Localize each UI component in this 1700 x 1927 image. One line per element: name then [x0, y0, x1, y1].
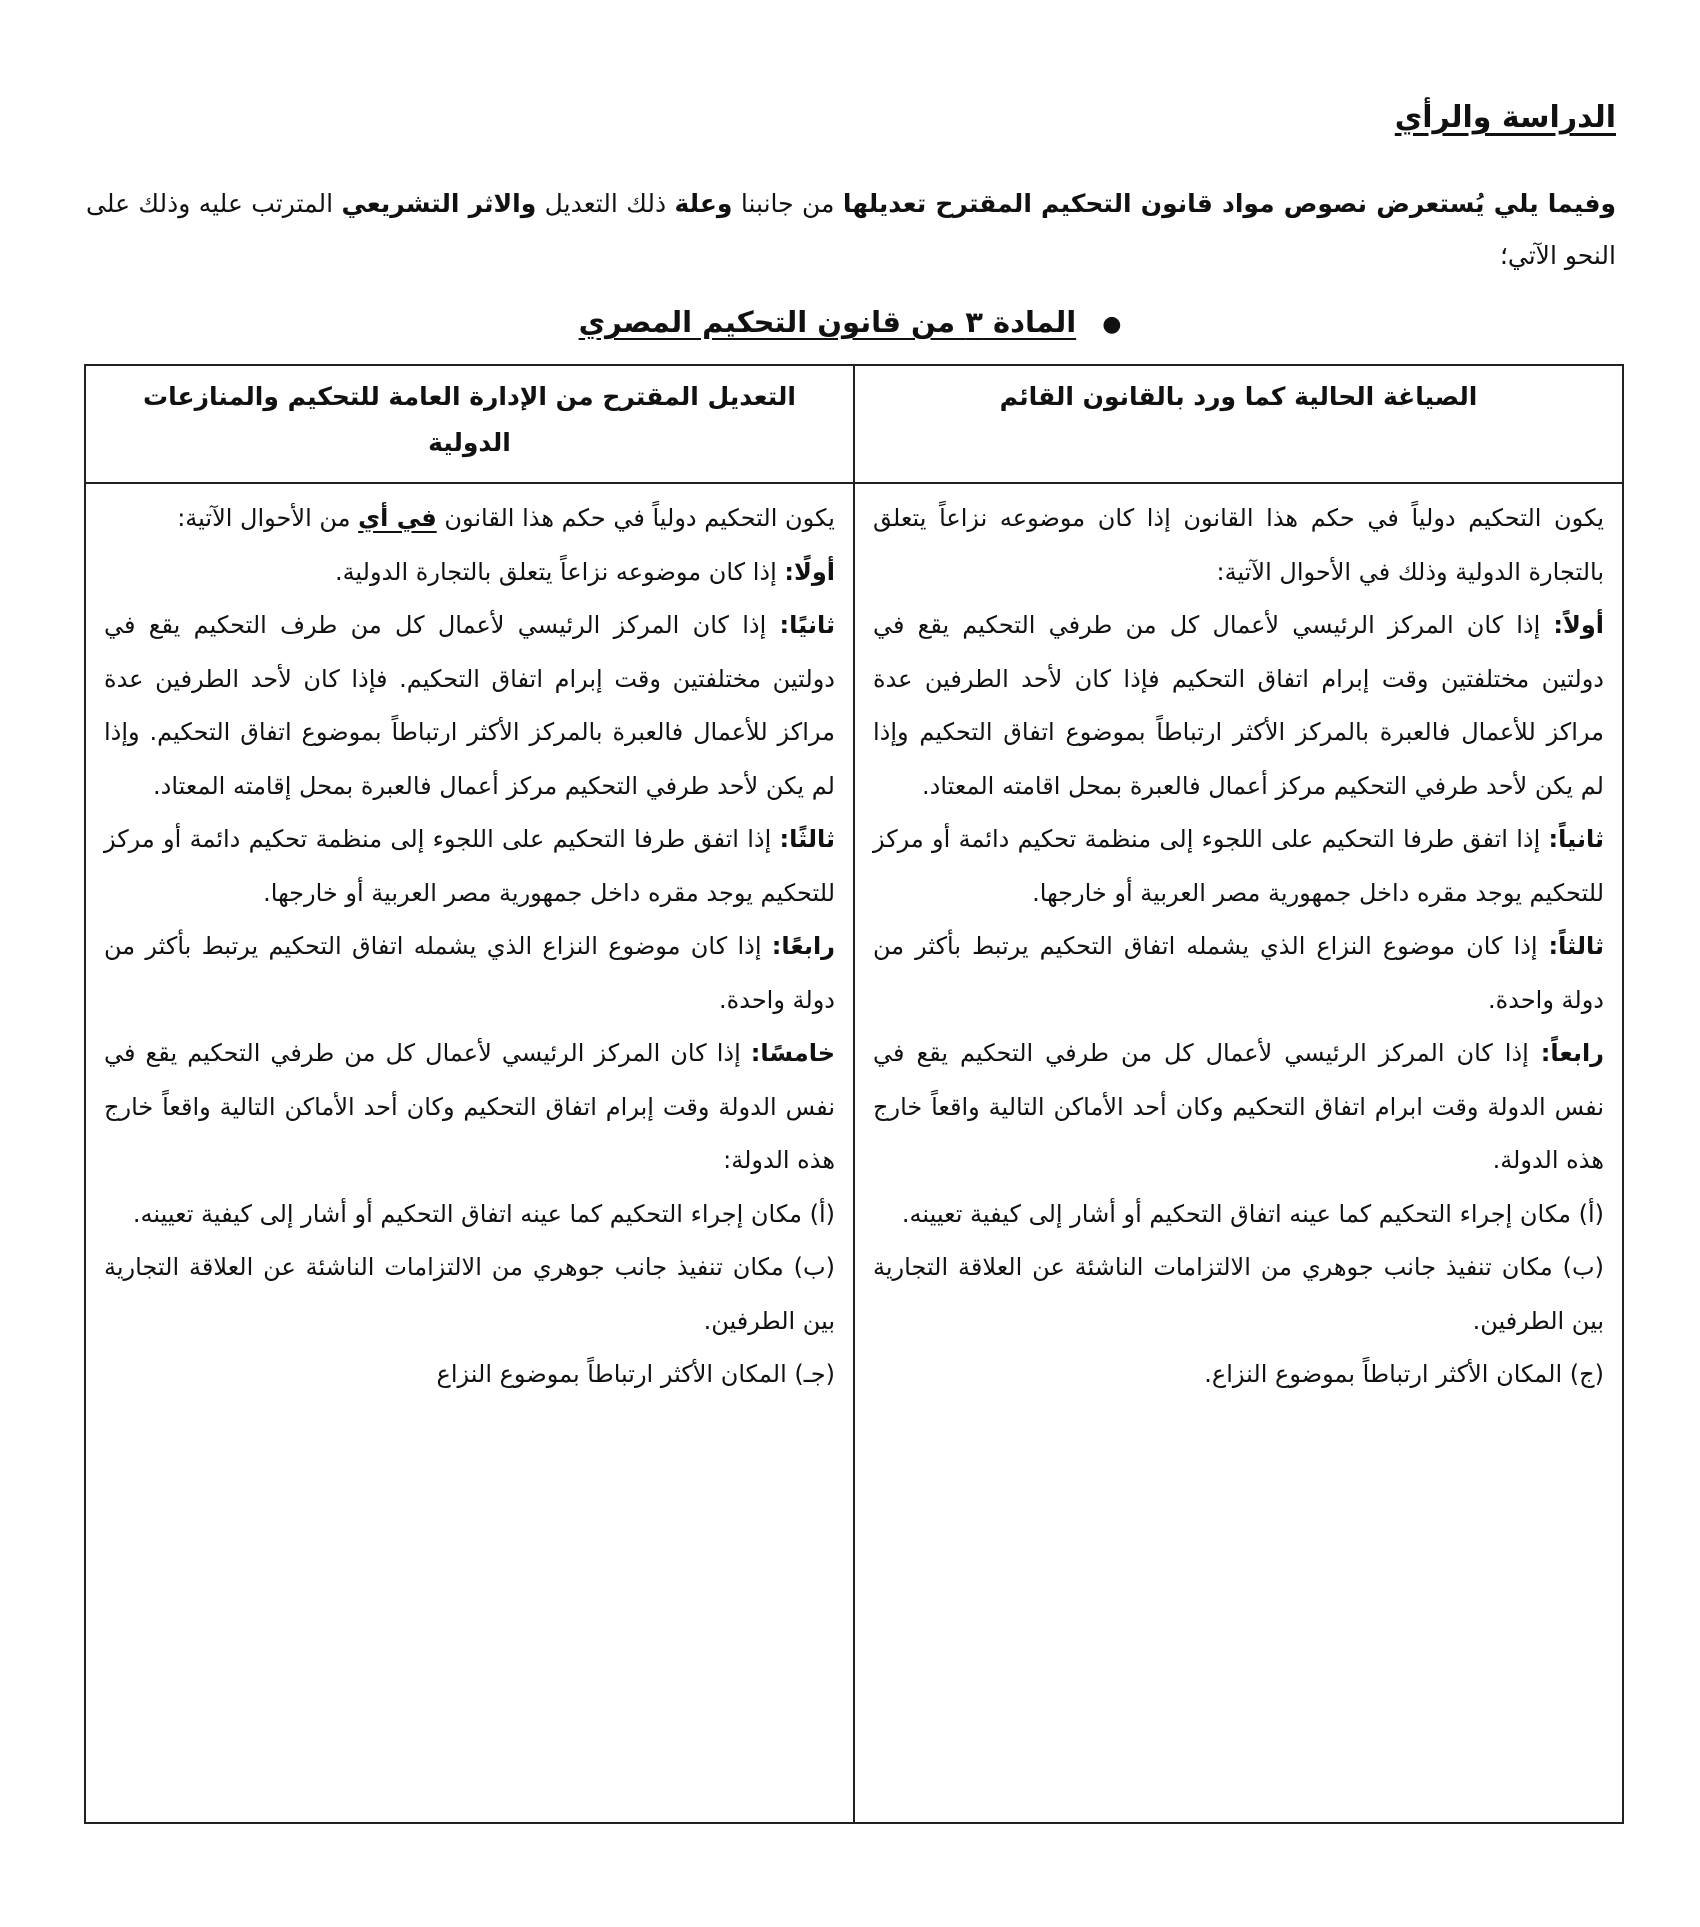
current-clause-3-text: إذا كان موضوع النزاع الذي يشمله اتفاق التحكيم يرتبط بأكثر من دولة واحدة. — [873, 932, 1604, 1014]
proposed-clause-2 — [104, 599, 835, 813]
proposed-clause-5-text: إذا كان المركز الرئيسي لأعمال كل من طرفي التحكيم يقع في نفس الدولة وقت إبرام اتفاق التحكيم وكان أحد الأماكن التالية واقعاً خارج هذه الدولة: — [104, 1039, 835, 1174]
proposed-clause-3-text: إذا اتفق طرفا التحكيم على اللجوء إلى منظمة تحكيم دائمة أو مركز للتحكيم يوجد مقره داخل جمهورية مصر العربية أو خارجها. — [104, 825, 835, 907]
table-body-row — [85, 483, 1623, 1823]
current-item-b: (ب) مكان تنفيذ جانب جوهري من الالتزامات الناشئة عن العلاقة التجارية بين الطرفين. — [873, 1253, 1604, 1335]
proposed-intro — [104, 492, 835, 546]
article-title-text: المادة ٣ من قانون التحكيم المصري — [578, 305, 1077, 339]
proposed-clause-4 — [104, 920, 835, 1027]
proposed-clause-3-label: ثالثًا: — [779, 825, 835, 853]
header-proposed-amendment: التعديل المقترح من الإدارة العامة للتحكيم والمنازعات الدولية — [85, 365, 854, 483]
current-wording-cell — [854, 483, 1623, 1823]
intro-paragraph — [86, 178, 1616, 282]
current-clause-1 — [873, 599, 1604, 813]
proposed-intro-part-2: من الأحوال الآتية: — [177, 504, 359, 532]
proposed-item-b: (ب) مكان تنفيذ جانب جوهري من الالتزامات الناشئة عن العلاقة التجارية بين الطرفين. — [104, 1253, 835, 1335]
section-heading: الدراسة والرأي — [1394, 100, 1616, 135]
current-clause-2-text: إذا اتفق طرفا التحكيم على اللجوء إلى منظمة تحكيم دائمة أو مركز للتحكيم يوجد مقره داخل جمهورية مصر العربية أو خارجها. — [873, 825, 1604, 907]
proposed-intro-part-1: يكون التحكيم دولياً في حكم هذا القانون — [436, 504, 835, 532]
proposed-clause-1-text: إذا كان موضوعه نزاعاً يتعلق بالتجارة الدولية. — [334, 557, 785, 586]
proposed-clause-2-text: إذا كان المركز الرئيسي لأعمال كل من طرف التحكيم يقع في دولتين مختلفتين وقت إبرام اتفاق التحكيم. فإذا كان لأحد الطرفين عدة مراكز للأعمال فالعبرة بالمركز الأكثر ارتباطاً بموضوع اتفاق التحكيم. وإذا لم يكن لأحد طرفي التحكيم مركز أعمال فالعبرة بمحل إقامته المعتاد. — [104, 611, 835, 800]
proposed-clause-4-label: رابعًا: — [771, 932, 835, 960]
proposed-clause-5-label: خامسًا: — [750, 1039, 835, 1067]
proposed-clause-1 — [104, 546, 835, 600]
proposed-clause-5 — [104, 1027, 835, 1188]
current-clause-2-label: ثانياً: — [1548, 825, 1604, 853]
proposed-amendment-cell — [85, 483, 854, 1823]
intro-text-2: ذلك التعديل — [536, 189, 675, 218]
proposed-clause-1-label: أولًا: — [784, 557, 835, 586]
intro-bold-3: والاثر التشريعي — [341, 189, 537, 218]
current-clause-4-text: إذا كان المركز الرئيسي لأعمال كل من طرفي التحكيم يقع في نفس الدولة وقت ابرام اتفاق التحكيم وكان أحد الأماكن التالية واقعاً خارج هذه الدولة. — [873, 1039, 1604, 1174]
header-current-wording: الصياغة الحالية كما ورد بالقانون القائم — [854, 365, 1623, 483]
current-clause-1-text: إذا كان المركز الرئيسي لأعمال كل من طرفي التحكيم يقع في دولتين مختلفتين وقت إبرام اتفاق التحكيم فإذا كان لأحد الطرفين عدة مراكز للأعمال فالعبرة بالمركز الأكثر ارتباطاً بموضوع اتفاق التحكيم وإذا لم يكن لأحد طرفي التحكيم مركز أعمال فالعبرة بمحل اقامته المعتاد. — [873, 611, 1604, 800]
proposed-clause-3 — [104, 813, 835, 920]
current-item-a: (أ) مكان إجراء التحكيم كما عينه اتفاق التحكيم أو أشار إلى كيفية تعيينه. — [901, 1199, 1604, 1228]
current-clause-4-label: رابعاً: — [1540, 1039, 1604, 1067]
proposed-clause-4-text: إذا كان موضوع النزاع الذي يشمله اتفاق التحكيم يرتبط بأكثر من دولة واحدة. — [104, 932, 835, 1014]
proposed-item-a: (أ) مكان إجراء التحكيم كما عينه اتفاق التحكيم أو أشار إلى كيفية تعيينه. — [132, 1199, 835, 1228]
current-item-c: (ج) المكان الأكثر ارتباطاً بموضوع النزاع. — [1204, 1360, 1604, 1388]
current-clause-1-label: أولاً: — [1553, 611, 1604, 639]
intro-text-1: من جانبنا — [732, 189, 843, 218]
proposed-intro-emphasis: في أي — [358, 504, 437, 532]
current-clause-2 — [873, 813, 1604, 920]
proposed-item-c: (جـ) المكان الأكثر ارتباطاً بموضوع النزاع — [436, 1360, 835, 1388]
current-clause-3 — [873, 920, 1604, 1027]
bullet-icon: ● — [1102, 311, 1122, 337]
intro-bold-1: وفيما يلي يُستعرض نصوص مواد قانون التحكيم المقترح تعديلها — [842, 189, 1617, 218]
table-header-row — [85, 365, 1623, 483]
current-clause-4 — [873, 1027, 1604, 1188]
current-intro: يكون التحكيم دولياً في حكم هذا القانون إذا كان موضوعه نزاعاً يتعلق بالتجارة الدولية وذلك في الأحوال الآتية: — [873, 504, 1604, 586]
article-title — [0, 305, 1700, 339]
proposed-clause-2-label: ثانيًا: — [779, 611, 835, 639]
intro-bold-2: وعلة — [674, 189, 733, 218]
intro-text-3: المترتب عليه وذلك على النحو الآتي؛ — [86, 189, 1616, 270]
current-clause-3-label: ثالثاً: — [1548, 932, 1604, 960]
comparison-table — [84, 364, 1624, 1824]
